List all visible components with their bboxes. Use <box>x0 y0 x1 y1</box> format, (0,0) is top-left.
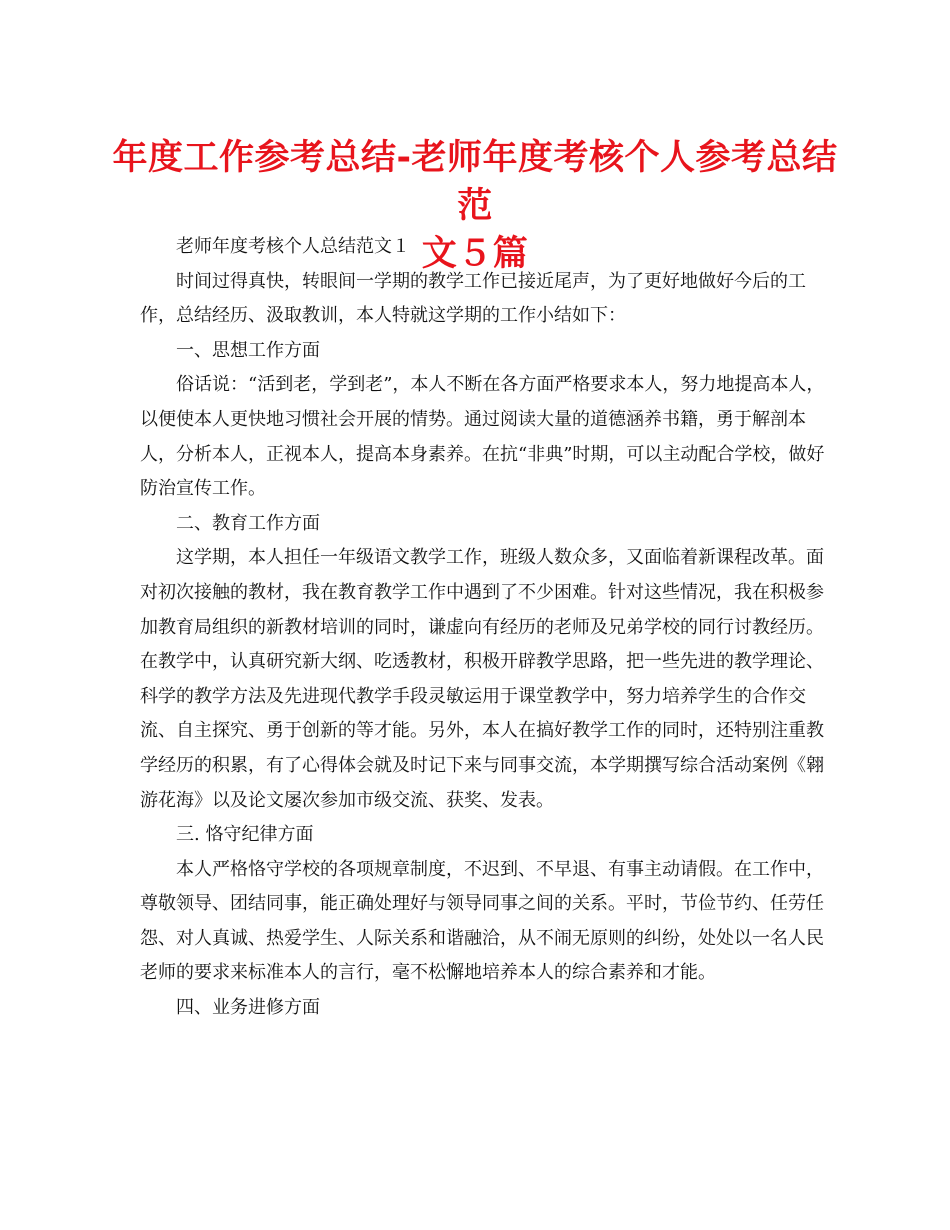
section-paragraph-1: 俗话说：“活到老，学到老”，本人不断在各方面严格要求本人，努力地提高本人，以便使本人更快地习惯社会开展的情势。通过阅读大量的道德涵养书籍，勇于解剖本人，分析本人，正视本人，提高本身素养。在抗“非典”时期，可以主动配合学校，做好防治宣传工作。 <box>140 374 825 500</box>
title-line-2: 文５篇 <box>421 234 529 274</box>
title-line-1: 年度工作参考总结-老师年度考核个人参考总结范 <box>112 138 838 226</box>
section-heading-4: 四、业务进修方面 <box>176 997 320 1019</box>
section-paragraph-3: 本人严格恪守学校的各项规章制度，不迟到、不早退、有事主动请假。在工作中，尊敬领导、团结同事，能正确处理好与领导同事之间的关系。平时，节俭节约、任劳任怨、对人真诚、热爱学生、人际关系和谐融洽，从不闹无原则的纠纷，处处以一名人民老师的要求来标准本人的言行，毫不松懈地培养本人的综合素养和才能。 <box>140 858 824 984</box>
section-heading-3: 三. 恪守纪律方面 <box>176 824 314 846</box>
section-heading-2: 二、教育工作方面 <box>176 512 320 534</box>
intro-paragraph: 时间过得真快，转眼间一学期的教学工作已接近尾声，为了更好地做好今后的工作，总结经历、汲取教训，本人特就这学期的工作小结如下： <box>140 270 806 327</box>
document-body <box>140 230 830 1026</box>
subtitle-paragraph: 老师年度考核个人总结范文１ <box>176 236 410 257</box>
section-paragraph-2: 这学期，本人担任一年级语文教学工作，班级人数众多，又面临着新课程改革。面对初次接触的教材，我在教育教学工作中遇到了不少困难。针对这些情况，我在积极参加教育局组织的新教材培训的同时，谦虚向有经历的老师及兄弟学校的同行讨教经历。在教学中，认真研究新大纲、吃透教材，积极开辟教学思路，把一些先进的教学理论、科学的教学方法及先进现代教学手段灵敏运用于课堂教学中，努力培养学生的合作交流、自主探究、勇于创新的等才能。另外，本人在搞好教学工作的同时，还特别注重教学经历的积累，有了心得体会就及时记下来与同事交流，本学期撰写综合活动案例《翱游花海》以及论文屡次参加市级交流、获奖、发表。 <box>140 547 824 811</box>
section-heading-1: 一、思想工作方面 <box>176 339 320 361</box>
